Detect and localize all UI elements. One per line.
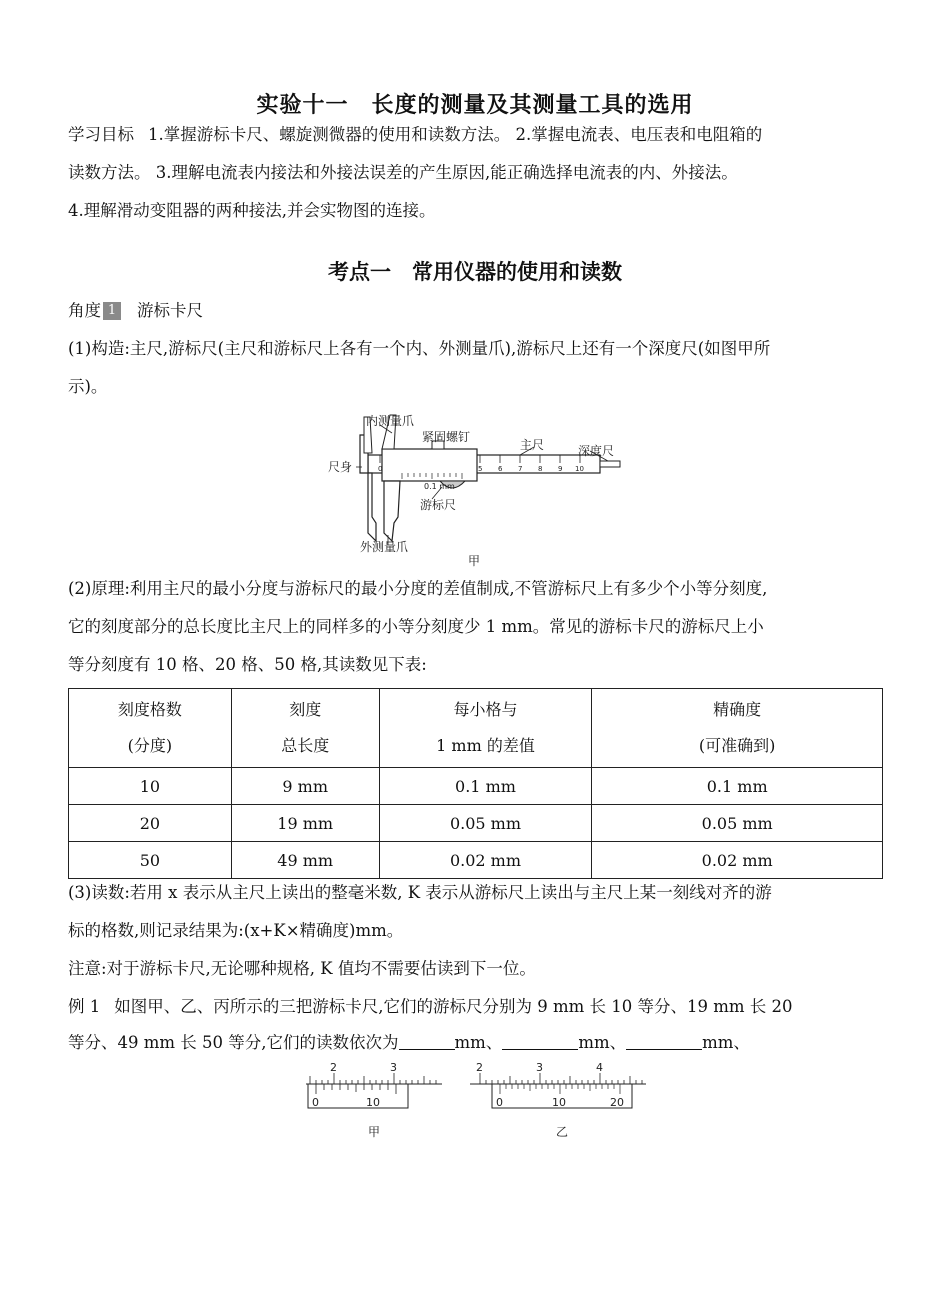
objectives-line-2: 读数方法。 3.理解电流表内接法和外接法误差的产生原因,能正确选择电流表的内、外接法。: [68, 163, 738, 182]
table-row: 50 49 mm 0.02 mm 0.02 mm: [69, 842, 883, 879]
label-body: 尺身: [328, 460, 353, 474]
table-row: 20 19 mm 0.05 mm 0.05 mm: [69, 805, 883, 842]
section-title: 考点一 常用仪器的使用和读数: [328, 260, 622, 284]
fig-b-caption: 乙: [556, 1125, 569, 1139]
main-tick-10: 10: [575, 465, 584, 473]
fig-b-main-label-2: 2: [476, 1061, 483, 1074]
figure-caption-jia: 甲: [468, 554, 481, 568]
fig-a-vernier-label-10: 10: [366, 1096, 380, 1109]
label-outer-jaw: 外测量爪: [360, 540, 409, 554]
header-total-length: 刻度 总长度: [231, 689, 379, 768]
structure-line-1: (1)构造:主尺,游标尺(主尺和游标尺上各有一个内、外测量爪),游标尺上还有一个深度尺(如图甲所: [68, 339, 771, 358]
example-line-2: 等分、49 mm 长 50 等分,它们的读数依次为 mm、 mm、 mm、: [68, 1033, 750, 1052]
objectives-label: 学习目标: [68, 125, 134, 144]
vernier-figure-a: [300, 1060, 450, 1150]
principle-line-2: 它的刻度部分的总长度比主尺上的同样多的小等分刻度少 1 mm。常见的游标卡尺的游标尺上小: [68, 617, 764, 636]
fig-a-vernier-label-0: 0: [312, 1096, 319, 1109]
structure-line-2: 示)。: [68, 377, 108, 396]
angle-number-badge: 1: [103, 302, 121, 320]
fig-a-main-label-2: 2: [330, 1061, 337, 1074]
fig-b-main-label-4: 4: [596, 1061, 603, 1074]
main-tick-0: 0: [378, 465, 383, 473]
header-divisions: 刻度格数 (分度): [69, 689, 232, 768]
table-row: 10 9 mm 0.1 mm 0.1 mm: [69, 768, 883, 805]
main-tick-5: 5: [478, 465, 483, 473]
caliper-diagram: [320, 405, 640, 570]
principle-line-1: (2)原理:利用主尺的最小分度与游标尺的最小分度的差值制成,不管游标尺上有多少个小等分刻度,: [68, 579, 768, 598]
fig-b-vernier-label-10: 10: [552, 1096, 566, 1109]
objectives-line-1: 学习目标 1.掌握游标卡尺、螺旋测微器的使用和读数方法。 2.掌握电流表、电压表和电阻箱的: [68, 125, 763, 144]
label-vernier: 游标尺: [420, 498, 457, 512]
objectives-line-3: 4.理解滑动变阻器的两种接法,并会实物图的连接。: [68, 201, 436, 220]
answer-blank-3[interactable]: [626, 1033, 702, 1050]
header-precision: 精确度 (可准确到): [592, 689, 883, 768]
precision-table: [68, 688, 883, 879]
fig-a-caption: 甲: [368, 1125, 381, 1139]
answer-blank-2[interactable]: [502, 1033, 578, 1050]
label-screw: 紧固螺钉: [422, 430, 471, 444]
label-scale-note: 0.1 mm: [424, 482, 455, 491]
fig-b-main-label-3: 3: [536, 1061, 543, 1074]
label-depth: 深度尺: [578, 444, 615, 458]
fig-b-vernier-label-0: 0: [496, 1096, 503, 1109]
reading-line-1: (3)读数:若用 x 表示从主尺上读出的整毫米数, K 表示从游标尺上读出与主尺上某一刻线对齐的游: [68, 883, 772, 902]
reading-line-2: 标的格数,则记录结果为:(x+K×精确度)mm。: [68, 921, 404, 940]
fig-b-vernier-label-20: 20: [610, 1096, 624, 1109]
label-inner-jaw: 内测量爪: [366, 414, 415, 428]
main-tick-7: 7: [518, 465, 523, 473]
label-main-scale: 主尺: [520, 438, 545, 452]
vernier-figure-b: [466, 1060, 651, 1150]
principle-line-3: 等分刻度有 10 格、20 格、50 格,其读数见下表:: [68, 655, 427, 674]
table-header-row: [69, 689, 883, 768]
answer-blank-1[interactable]: [399, 1033, 455, 1050]
main-tick-8: 8: [538, 465, 543, 473]
angle-heading: 角度 1 游标卡尺: [68, 301, 203, 320]
main-tick-6: 6: [498, 465, 503, 473]
page-title: 实验十一 长度的测量及其测量工具的选用: [256, 93, 694, 118]
main-tick-9: 9: [558, 465, 563, 473]
header-difference: 每小格与 1 mm 的差值: [379, 689, 592, 768]
example-label: 例 1: [68, 997, 101, 1016]
fig-a-main-label-3: 3: [390, 1061, 397, 1074]
note-line: 注意:对于游标卡尺,无论哪种规格, K 值均不需要估读到下一位。: [68, 959, 536, 978]
example-line-1: 例 1 如图甲、乙、丙所示的三把游标卡尺,它们的游标尺分别为 9 mm 长 10 等分、19 mm 长 20: [68, 997, 793, 1016]
